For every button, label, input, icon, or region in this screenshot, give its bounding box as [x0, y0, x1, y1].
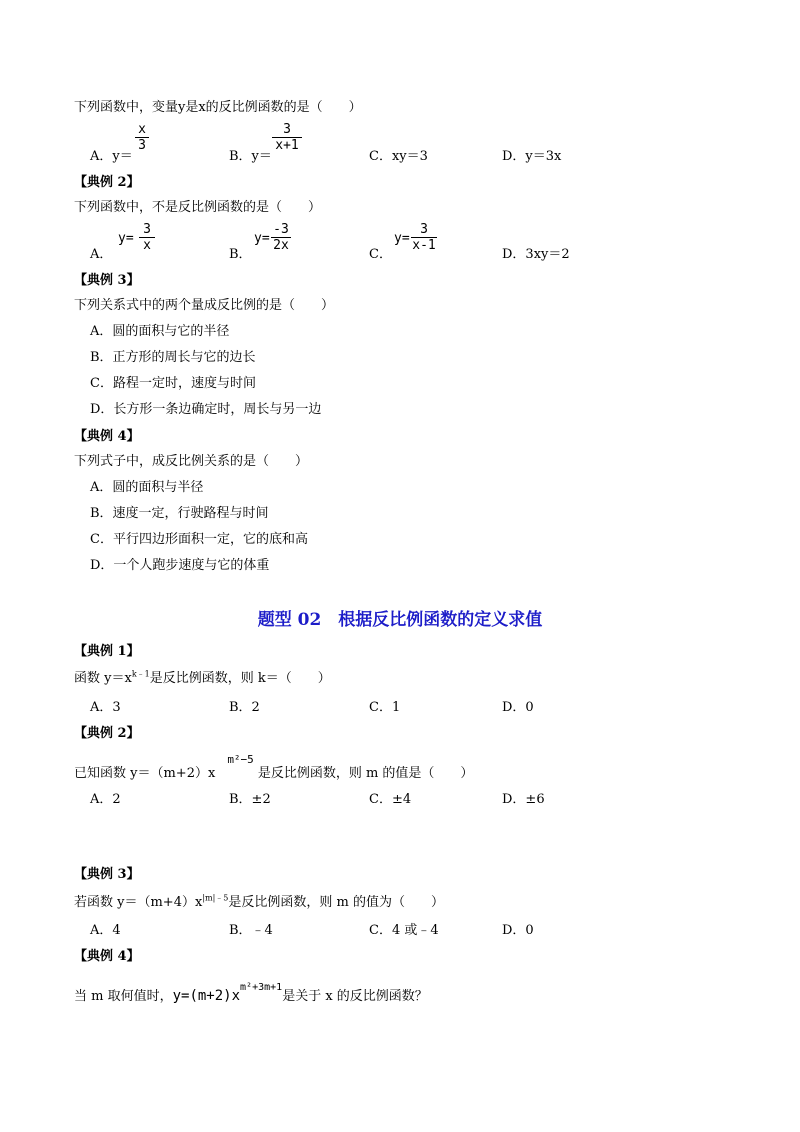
- ex1-option-a-fraction: x 3: [134, 122, 150, 153]
- ex4-option-c: C．平行四边形面积一定，它的底和高: [90, 532, 308, 547]
- ex2-option-b-fraction: -3 2x: [270, 222, 292, 253]
- s2ex1-option-b: B．2: [229, 700, 260, 715]
- ex1-option-c: C．xy＝3: [369, 149, 428, 164]
- s2ex1-option-d: D．0: [502, 700, 534, 715]
- ex1-option-a-label: A．y＝: [90, 149, 133, 164]
- ex3-option-c: C．路程一定时，速度与时间: [90, 376, 256, 391]
- ex1-option-b-label: B．y＝: [229, 149, 272, 164]
- s2ex1-heading: 【典例 1】: [74, 644, 140, 659]
- ex2-option-c-y: y=: [394, 231, 410, 246]
- ex4-question: 下列式子中，成反比例关系的是（ ）: [74, 454, 309, 469]
- ex3-question: 下列关系式中的两个量成反比例的是（ ）: [74, 298, 335, 313]
- s2ex1-option-c: C．1: [369, 700, 401, 715]
- s2ex3-option-b: B．﹣4: [229, 923, 273, 938]
- ex2-question: 下列函数中，不是反比例函数的是（ ）: [74, 200, 322, 215]
- s2ex3-option-c: C．4 或﹣4: [369, 923, 439, 938]
- s2ex3-option-a: A．4: [90, 923, 121, 938]
- ex2-option-c-label: C．: [369, 247, 392, 262]
- s2ex2-option-a: A．2: [90, 792, 121, 807]
- s2ex2-option-d: D．±6: [502, 792, 545, 807]
- ex1-option-b-fraction: 3 x+1: [271, 122, 303, 153]
- s2ex1-question: 函数 $y=x^{k﹣1}$是反比例函数，则 k＝（ ）: [74, 669, 331, 686]
- s2ex2-option-b: B．±2: [229, 792, 271, 807]
- ex4-option-d: D．一个人跑步速度与它的体重: [90, 558, 270, 573]
- section-title: 题型 02 根据反比例函数的定义求值: [257, 610, 543, 630]
- ex1-option-d: D．y＝3x: [502, 149, 562, 164]
- ex2-option-d: D．3xy＝2: [502, 247, 570, 262]
- s2ex3-heading: 【典例 3】: [74, 867, 140, 882]
- ex4-heading: 【典例 4】: [74, 429, 140, 444]
- ex3-option-b: B．正方形的周长与它的边长: [90, 350, 256, 365]
- ex2-option-b-label: B．: [229, 247, 252, 262]
- ex4-option-b: B．速度一定，行驶路程与时间: [90, 506, 269, 521]
- ex2-option-a-fraction: 3 x: [138, 222, 156, 253]
- s2ex1-option-a: A．3: [90, 700, 121, 715]
- ex2-option-a-y: y=: [118, 231, 134, 246]
- ex4-option-a: A．圆的面积与半径: [90, 480, 204, 495]
- s2ex3-option-d: D．0: [502, 923, 534, 938]
- s2ex2-heading: 【典例 2】: [74, 726, 140, 741]
- ex2-option-a-label: A．: [90, 247, 113, 262]
- ex3-option-a: A．圆的面积与它的半径: [90, 324, 230, 339]
- ex2-option-c-fraction: 3 x-1: [412, 222, 436, 253]
- s2ex2-question: 已知函数 $y=(m+2)x^{m^2-5}$是反比例函数，则 m 的值是（ ）: [74, 753, 474, 781]
- ex2-heading: 【典例 2】: [74, 175, 140, 190]
- s2ex3-question: 若函数 $y=(m+4)x^{|m|﹣5}$是反比例函数，则 m 的值为（ ）: [74, 893, 444, 910]
- s2ex4-heading: 【典例 4】: [74, 949, 140, 964]
- ex3-heading: 【典例 3】: [74, 273, 140, 288]
- s2ex2-option-c: C．±4: [369, 792, 412, 807]
- ex1-question: 下列函数中，变量y是x的反比例函数的是（ ）: [74, 100, 362, 115]
- ex3-option-d: D．长方形一条边确定时，周长与另一边: [90, 402, 322, 417]
- s2ex4-question: 当 m 取何值时，$y=(m+2)x^{m^2+3m+1}$是关于 x 的反比例函数？: [74, 982, 428, 1004]
- ex2-option-b-y: y=: [254, 231, 270, 246]
